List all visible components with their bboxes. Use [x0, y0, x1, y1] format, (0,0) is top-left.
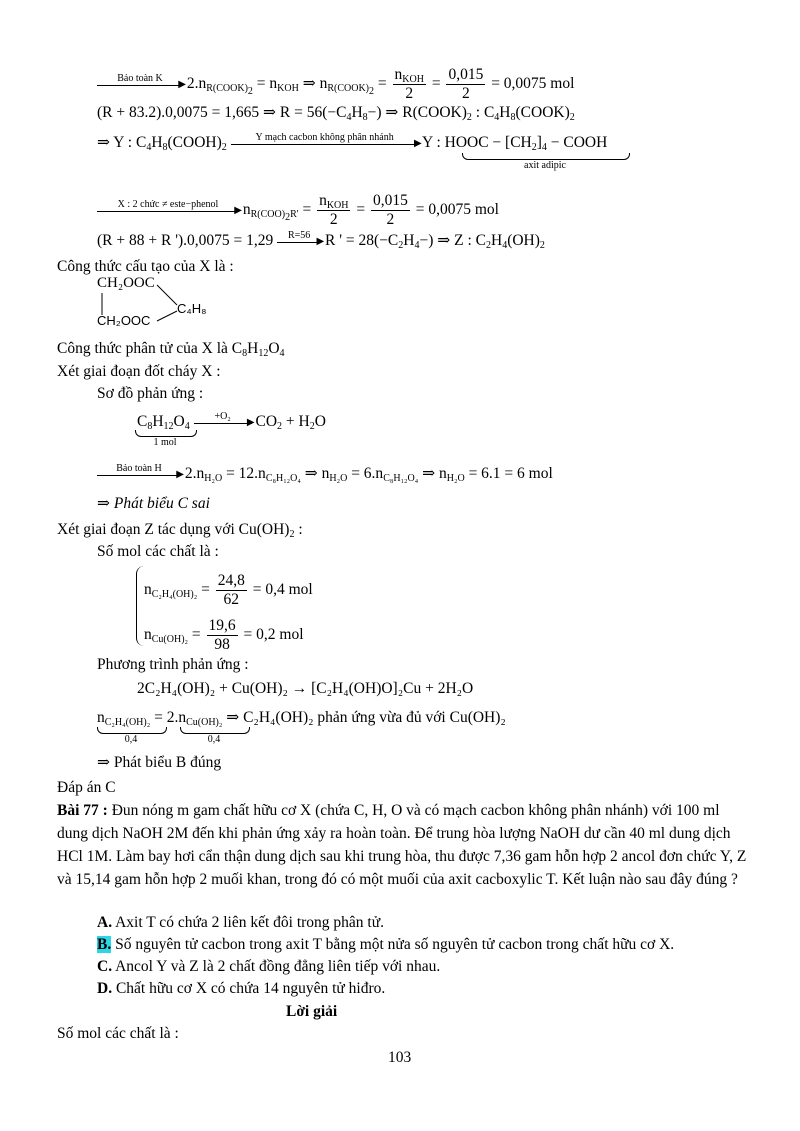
page-number: 103 — [388, 1049, 412, 1066]
eq-result: = 0,4 mol — [252, 581, 313, 599]
eq-sub: 2 — [531, 142, 537, 153]
structural-formula — [97, 275, 227, 335]
eq-sub: 8 — [362, 112, 368, 123]
eq-sub: 4 — [146, 142, 152, 153]
structure-bottom: CH₂OOC — [97, 313, 151, 328]
underbrace — [97, 727, 167, 734]
problem-label: Bài 77 : — [57, 802, 108, 819]
problem-text: Đun nóng m gam chất hữu cơ X (chứa C, H, O và có mạch cacbon không phân nhánh) với 100 ml dung dịch NaOH 2M đến khi phản ứng xảy ra hoàn toàn. Để trung hòa lượng NaOH dư cần 40 ml dung dịch HCl 1M. Làm bay hơi cẩn thận dung dịch sau khi trung hòa, thu được 7,36 gam hỗn hợp 2 ancol đơn chức Y, Z và 15,14 gam hỗn hợp 2 muối khan, trong đó có một muối của axit cacboxylic T. Kết luận nào sau đây đúng ? — [57, 802, 747, 888]
formula-text: Công thức phân tử của X là C — [57, 340, 243, 357]
frac-den: 98 — [214, 636, 230, 653]
eq-sub: 2 — [539, 240, 545, 251]
eq-sub: 4 — [541, 142, 547, 153]
formula-text: O — [268, 340, 280, 357]
eq-part: Y : HOOC − [CH — [421, 134, 532, 151]
eq-part: (COOH) — [167, 134, 222, 151]
eq-sub: 2 — [285, 212, 291, 224]
eq-sub: 4 — [494, 112, 500, 123]
conclusion-c: ⇒ Phát biểu C sai — [97, 495, 210, 512]
eq-part: = 6.n — [347, 465, 384, 482]
cuoh-title-text: Xét giai đoạn Z tác dụng với Cu(OH) — [57, 521, 290, 538]
eq-part: H — [499, 104, 511, 121]
eq-sub: 8 — [242, 348, 248, 359]
eq-sub: 4 — [414, 240, 420, 251]
eq-sub: R(COO) — [250, 209, 286, 221]
underbrace-label: 0,4 — [124, 734, 138, 745]
equation-y — [97, 133, 607, 153]
arrow-label: Y mạch cacbon không phân nhánh — [255, 131, 394, 143]
frac-den: 2 — [329, 211, 338, 228]
frac-num: 0,015 — [448, 66, 484, 83]
eq-sub: 2 — [221, 142, 227, 153]
eq-part: − COOH — [546, 134, 608, 151]
conclusion-b: ⇒ Phát biểu B đúng — [97, 754, 222, 771]
eq-sub: 2 — [486, 240, 491, 251]
fraction — [207, 617, 238, 654]
eq-part: (R + 88 + R ').0,0075 = 1,29 — [97, 232, 274, 249]
eq-part: ⇒ n — [300, 465, 330, 482]
eq-sub: Cu(OH)₂ — [151, 634, 189, 646]
eq-part: O — [173, 413, 185, 430]
eq-sub: 2 — [309, 421, 315, 432]
arrow-burn: +O₂ ▶ — [194, 421, 252, 424]
frac-num: 0,015 — [372, 192, 408, 209]
eq-sub: 2 — [277, 421, 283, 432]
option-text: Chất hữu cơ X có chứa 14 nguyên tử hiđro. — [112, 980, 386, 997]
frac-den: 62 — [223, 591, 240, 608]
equation-x-moles: X : 2 chức ≠ este−phenol ▶ $n_{R(COO)_2R'}$ = $\frac{n_{KOH}}{2}$ = $\frac{0,015}{2}$ = 0,0075 mol — [97, 192, 499, 229]
eq-part: 2.n — [184, 465, 205, 482]
eq-sub: C₂H₄(OH)₂ — [151, 589, 198, 601]
eq-part: H — [151, 134, 163, 151]
eq-part: = 6.1 = 6 mol — [464, 465, 553, 482]
option-key: A. — [97, 914, 113, 931]
eq-sub: 8 — [147, 421, 153, 432]
eq-sub: 4 — [346, 112, 352, 123]
option-key: B. — [97, 936, 112, 953]
fraction — [216, 572, 247, 609]
eq-sub: H₂O — [446, 473, 465, 484]
eq-result: = 0,0075 mol — [491, 75, 575, 93]
arrow-kcons: Bảo toàn K ▶ — [97, 83, 183, 86]
eq-part: CO — [255, 413, 278, 430]
eq-sub: 2 — [398, 240, 404, 251]
eq-sub: KOH — [277, 83, 299, 95]
eq-sub: H₂O — [329, 473, 348, 484]
burn-reaction — [137, 412, 326, 432]
arrow-label: Bảo toàn K — [117, 73, 163, 84]
fraction — [446, 66, 485, 103]
eq-sub: R(COOK) — [206, 83, 248, 95]
frac-den: 2 — [405, 85, 414, 102]
eq-part: = 2.n — [150, 709, 187, 726]
eq-part: ⇒ n — [418, 465, 447, 482]
frac-num: 19,6 — [208, 617, 236, 634]
eq-sub: KOH — [326, 200, 349, 211]
eq-part: ⇒ n — [298, 75, 328, 93]
solution-heading: Lời giải — [286, 1003, 338, 1020]
problem-77 — [57, 799, 747, 891]
fraction — [317, 192, 350, 229]
equation-kcons: Bảo toàn K ▶ $2.n_{R(COOK)_2} = n_{KOH}$ ⇒ $n_{R(COOK)_2}$ = $\frac{n_{KOH}}{2}$ = $\frac{0,015}{2}$ = 0,0075 mol — [97, 66, 574, 103]
option-key: C. — [97, 958, 113, 975]
formula-text: H — [247, 340, 259, 357]
structure-bonds — [97, 275, 227, 335]
molecular-formula-line — [57, 339, 285, 359]
arrow-hcons: Bảo toàn H ▶ — [97, 473, 181, 476]
option-d — [97, 979, 385, 999]
solution-first-line: Số mol các chất là : — [57, 1025, 179, 1042]
structure-intro: Công thức cấu tạo của X là : — [57, 258, 234, 275]
eq-sub: 2 — [247, 86, 253, 98]
eq-sub: 2 — [569, 112, 575, 123]
structure-top: CH₂OOC — [97, 275, 155, 291]
frac-num: n — [394, 66, 403, 83]
reaction-equation: 2C₂H₄(OH)₂ + Cu(OH)₂ → [C₂H₄(OH)O]₂Cu + 2H₂O — [137, 680, 474, 697]
eq-part: R ' = 28(−C — [325, 232, 399, 249]
arrow-x: X : 2 chức ≠ este−phenol ▶ — [97, 209, 239, 212]
cuoh-title: Xét giai đoạn Z tác dụng với $Cu(OH)_2$ : — [57, 521, 303, 540]
eq-result: = 0,2 mol — [243, 626, 304, 644]
eq-sub: C₈H₁₂O₄ — [383, 473, 419, 484]
answer: Đáp án C — [57, 779, 116, 796]
eq-part: ⇒ Y : C — [97, 134, 147, 151]
eq-sub: 2 — [466, 112, 472, 123]
frac-den: 2 — [386, 211, 395, 228]
equation-r — [97, 103, 575, 123]
eq-part: : C — [471, 104, 495, 121]
arrow-r56: R=56 ▶ — [277, 240, 321, 243]
fraction — [371, 192, 410, 229]
frac-den: 2 — [462, 85, 470, 102]
mol-cuoh2: $n_{Cu(OH)_2}$ = $\frac{19,6}{98}$ = 0,2 mol — [144, 617, 304, 653]
underbrace-label: 0,4 — [207, 734, 221, 745]
option-text: Số nguyên tử cacbon trong axit T bằng một nửa số nguyên tử cacbon trong chất hữu cơ X. — [111, 936, 675, 953]
eq-sub: 8 — [162, 142, 168, 153]
eq-part: H — [351, 104, 363, 121]
frac-num: n — [319, 192, 327, 209]
eq-sub: R' — [290, 209, 299, 221]
fraction — [393, 66, 426, 103]
eq-sub: C₈H₁₂O₄ — [265, 473, 301, 484]
burn-scheme: Sơ đồ phản ứng : — [97, 385, 204, 402]
eq-sub: 4 — [184, 421, 190, 432]
eq-part: (R + 83.2).0,0075 = 1,665 ⇒ R = 56(−C — [97, 104, 347, 121]
eq-sub: Cu(OH)₂ — [186, 717, 223, 728]
eq-sub: 2 — [289, 529, 295, 540]
eq-part: −) ⇒ Z : C — [419, 232, 486, 249]
eq-sub: H₂O — [204, 473, 223, 484]
mol-title: Số mol các chất là : — [97, 543, 219, 560]
hydrogen-conservation — [97, 464, 553, 484]
eq-sub: R(COOK) — [327, 83, 370, 95]
eq-part: + H — [282, 413, 310, 430]
option-key: D. — [97, 980, 113, 997]
mol-compare — [97, 708, 506, 728]
eq-part: H — [491, 232, 503, 249]
underbrace-label: 1 mol — [153, 437, 177, 448]
underbrace — [135, 430, 197, 437]
arrow-label: X : 2 chức ≠ este−phenol — [117, 199, 219, 210]
eq-part: O — [314, 413, 326, 430]
eq-part: = n — [252, 75, 278, 93]
eq-part: (OH) — [507, 232, 540, 249]
burn-title: Xét giai đoạn đốt cháy X : — [57, 363, 221, 380]
eq-sub: 12 — [163, 421, 174, 432]
arrow-label: +O₂ — [214, 410, 231, 422]
eq-part: −) ⇒ R(COOK) — [367, 104, 467, 121]
option-c — [97, 957, 440, 977]
option-text: Axit T có chứa 2 liên kết đôi trong phân tử. — [112, 914, 385, 931]
arrow-label: R=56 — [288, 229, 311, 241]
structure-ring: C₄H₈ — [177, 301, 207, 316]
eq-sub: 4 — [279, 348, 285, 359]
option-b — [97, 935, 674, 955]
arrow-label: Bảo toàn H — [116, 462, 162, 474]
eq-part: n — [242, 201, 251, 219]
eq-part: H — [403, 232, 415, 249]
eq-sub: C₂H₄(OH)₂ — [104, 717, 151, 728]
eq-part: ] — [536, 134, 542, 151]
eq-sub: 2 — [369, 86, 375, 98]
eq-part: ⇒ C₂H₄(OH)₂ phản ứng vừa đủ với Cu(OH)₂ — [222, 709, 506, 726]
equation-rprime — [97, 231, 545, 251]
option-text: Ancol Y và Z là 2 chất đồng đẳng liên tiếp với nhau. — [112, 958, 441, 975]
eq-sub: 12 — [258, 348, 269, 359]
arrow-y: Y mạch cacbon không phân nhánh ▶ — [231, 142, 419, 145]
underbrace — [180, 727, 250, 734]
eq-part: H — [152, 413, 164, 430]
eq-sub: KOH — [402, 74, 424, 85]
eq-part: = 12.n — [222, 465, 266, 482]
frac-num: 24,8 — [217, 572, 245, 589]
eq-part: 2.n — [186, 75, 207, 93]
eq-sub: 8 — [510, 112, 516, 123]
underbrace-label: axit adipic — [524, 160, 566, 171]
eq-sub: 4 — [502, 240, 508, 251]
eq-part: (COOK) — [515, 104, 570, 121]
option-a — [97, 913, 384, 933]
mol-c2h4oh2: $n_{C_2H_4(OH)_2}$ = $\frac{24,8}{62}$ = 0,4 mol — [144, 572, 313, 608]
eq-part: n — [97, 709, 105, 726]
reaction-title: Phương trình phản ứng : — [97, 656, 249, 673]
eq-result: = 0,0075 mol — [415, 201, 499, 219]
underbrace — [462, 153, 630, 160]
eq-part: C — [137, 413, 148, 430]
